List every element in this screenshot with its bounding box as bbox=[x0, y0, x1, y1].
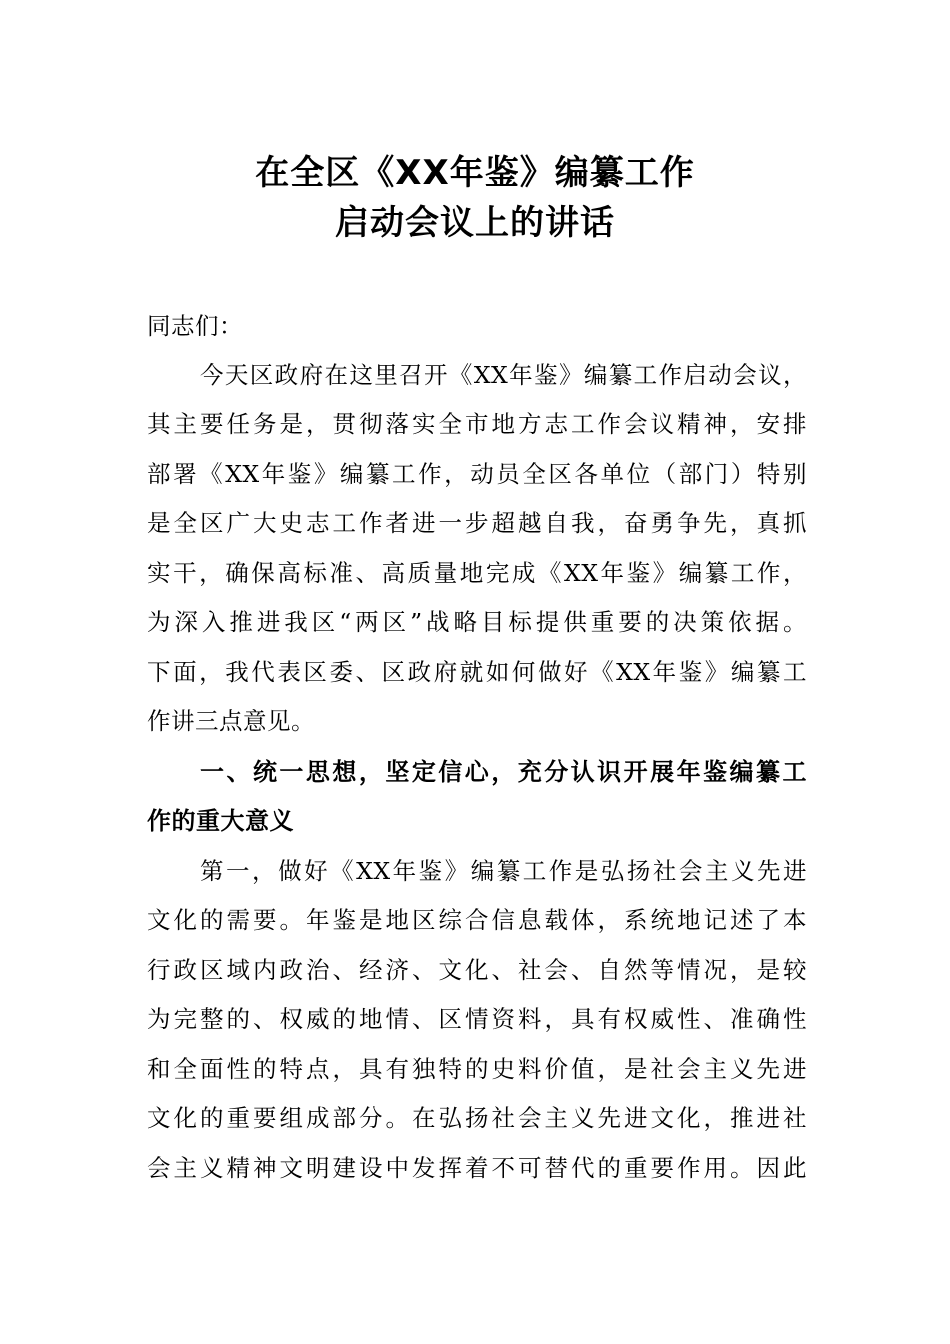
body-line: 文化的重要组成部分。在弘扬社会主义先进文化，推进社 bbox=[147, 1104, 807, 1132]
intro-line: 作讲三点意见。 bbox=[147, 707, 315, 735]
intro-line: 部署《XX年鉴》编纂工作，动员全区各单位（部门）特别 bbox=[147, 460, 807, 488]
intro-line: 实干，确保高标准、高质量地完成《XX年鉴》编纂工作， bbox=[147, 559, 807, 587]
intro-line: 今天区政府在这里召开《XX年鉴》编纂工作启动会议， bbox=[200, 361, 807, 389]
intro-line: 下面，我代表区委、区政府就如何做好《XX年鉴》编纂工 bbox=[147, 658, 807, 686]
body-line: 会主义精神文明建设中发挥着不可替代的重要作用。因此 bbox=[147, 1154, 807, 1182]
document-title-line-1: 在全区《XX年鉴》编纂工作 bbox=[255, 153, 695, 193]
intro-line: 其主要任务是，贯彻落实全市地方志工作会议精神，安排 bbox=[147, 410, 807, 438]
body-line: 文化的需要。年鉴是地区综合信息载体，系统地记述了本 bbox=[147, 906, 807, 934]
document-title-line-2: 启动会议上的讲话 bbox=[335, 203, 615, 243]
salutation: 同志们： bbox=[147, 312, 243, 340]
intro-line: 为深入推进我区“两区”战略目标提供重要的决策依据。 bbox=[147, 608, 807, 636]
section-heading-line: 作的重大意义 bbox=[147, 807, 294, 835]
body-line: 第一，做好《XX年鉴》编纂工作是弘扬社会主义先进 bbox=[200, 857, 807, 885]
intro-line: 是全区广大史志工作者进一步超越自我，奋勇争先，真抓 bbox=[147, 509, 807, 537]
body-line: 行政区域内政治、经济、文化、社会、自然等情况，是较 bbox=[147, 956, 807, 984]
section-heading-line: 一、统一思想，坚定信心，充分认识开展年鉴编纂工 bbox=[200, 758, 807, 786]
body-line: 为完整的、权威的地情、区情资料，具有权威性、准确性 bbox=[147, 1005, 807, 1033]
body-line: 和全面性的特点，具有独特的史料价值，是社会主义先进 bbox=[147, 1055, 807, 1083]
